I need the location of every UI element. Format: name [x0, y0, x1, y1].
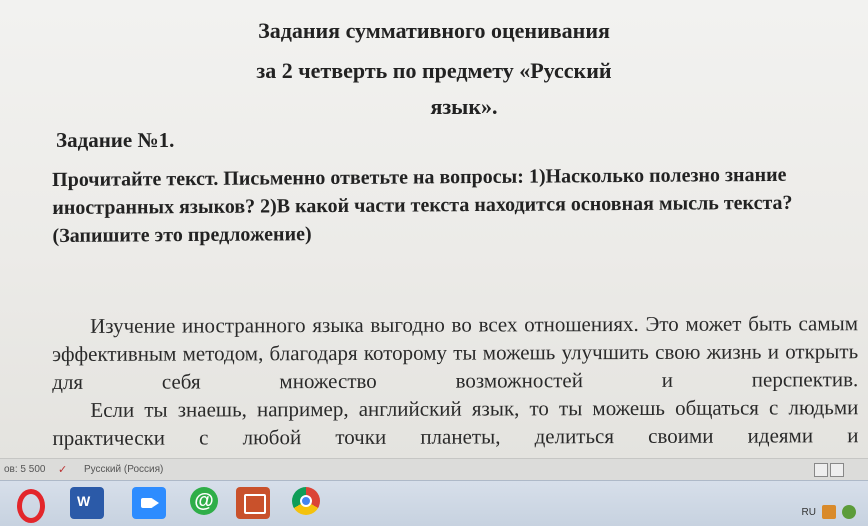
- tray-app-icon[interactable]: [822, 505, 836, 519]
- view-switcher: [814, 463, 858, 477]
- print-layout-icon[interactable]: [814, 463, 828, 477]
- document-title-line-2: за 2 четверть по предмету «Русский: [256, 58, 612, 83]
- full-screen-icon[interactable]: [830, 463, 844, 477]
- reading-text: [52, 309, 858, 452]
- task-heading: Задание №1.: [56, 128, 175, 152]
- word-count[interactable]: ов: 5 500: [4, 464, 46, 475]
- word-status-bar: [0, 458, 868, 481]
- chrome-icon[interactable]: [290, 487, 324, 519]
- opera-icon[interactable]: [12, 487, 46, 519]
- presentation-icon[interactable]: [236, 487, 270, 519]
- reading-paragraph-2: Если ты знаешь, например, английский язык, то ты можешь общаться с людьми практически с любой точки планеты, делиться своими идеями и: [52, 395, 859, 450]
- windows-taskbar: [0, 480, 868, 526]
- reading-paragraph-1: Изучение иностранного языка выгодно во всех отношениях. Это может быть самым эффективным методом, благодаря которому ты можешь улучшить свою жизнь и открыть для себя множество возможностей и перспектив.: [52, 311, 859, 394]
- tray-network-icon[interactable]: [842, 505, 856, 519]
- document-title-line-3: язык».: [430, 94, 498, 119]
- tray-language[interactable]: RU: [801, 507, 816, 518]
- document-language[interactable]: Русский (Россия): [84, 464, 164, 475]
- zoom-icon[interactable]: [132, 487, 166, 519]
- mail-icon[interactable]: @: [188, 487, 222, 519]
- word-icon[interactable]: W: [70, 487, 104, 519]
- spellcheck-icon[interactable]: ✓: [58, 464, 68, 476]
- document-title-line-1: Задания суммативного оценивания: [258, 18, 610, 43]
- task-instructions: Прочитайте текст. Письменно ответьте на вопросы: 1)Насколько полезно знание иностранных языков? 2)В какой части текста находится основная мысль текста? (Запишите это предложение): [52, 163, 793, 247]
